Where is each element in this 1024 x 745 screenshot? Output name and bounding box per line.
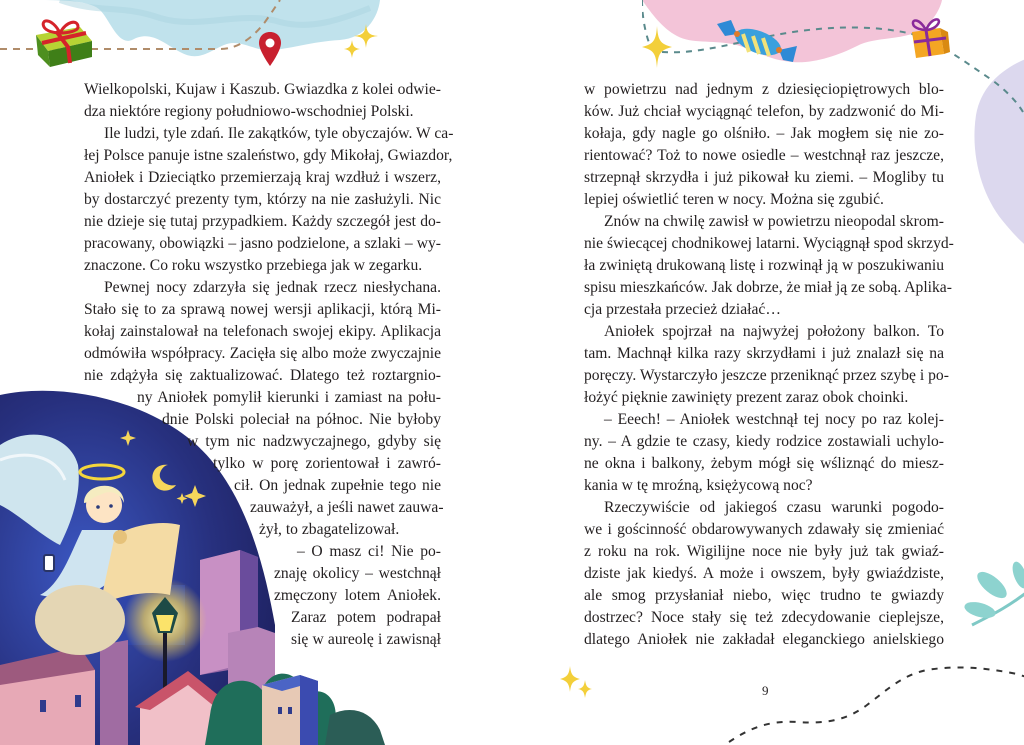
text-line: znaczone. Co roku wszystko przebiega jak w zegarku. [84,257,423,274]
text-line: znaję okolicy – westchnął [274,565,441,582]
text-line: w powietrzu nad jednym z dziesięciopiętrowych blo- [584,81,944,98]
text-line: we i gościnność obdarowywanych zdawały się zmieniać [584,521,944,538]
text-line: strzepnął skrzydła i już pikował ku ziemi. – Mogliby tu [584,169,944,186]
text-line: poręczy. Wystarczyło jeszcze przeniknąć przez szybę i po- [584,367,949,384]
text-line: cja przestała przecież działać… [584,301,781,318]
sparkle-icon [560,666,594,702]
map-pin-icon [258,32,282,66]
text-line: by dostarczyć prezenty tym, którzy na nie zasłużyli. Nic [84,191,441,208]
text-line: lepiej oświetlić teren w nocy. Można się zgubić. [584,191,884,208]
dashed-path [727,660,1024,745]
sparkle-icon [344,24,378,62]
text-line: tam. Machnął kilka razy skrzydłami i już znalazł się na [584,345,944,362]
text-line: Znów na chwilę zawisł w powietrzu nieopodal skrom- [604,213,944,230]
text-line: odmówiła współpracy. Zacięła się albo może zwyczajnie [84,345,441,362]
text-line: – Eeech! – Aniołek westchnął tej nocy po raz kolej- [604,411,944,428]
text-line: łożyć pięknie zawinięty prezent zaraz obok choinki. [584,389,909,406]
text-line: ków. Już chciał wyciągnąć telefon, by zadzwonić do Mi- [584,103,944,120]
text-line: tylko w porę zorientował i zawró- [213,455,441,472]
right-page [512,0,1024,745]
text-line: Rzeczywiście od jakiegoś czasu warunki pogodo- [604,499,944,516]
text-line: spisu mieszkańców. Jak dobrze, że miał ją ze sobą. Aplika- [584,279,952,296]
orange-gift-icon [904,14,950,60]
text-line: nie świecącej chodnikowej latarni. Wyciągnął spod skrzyd- [584,235,954,252]
text-line: dziste jak kiedyś. A może i owszem, były gwiaździste, [584,565,944,582]
text-line: Aniołek i Dzieciątko przemierzają kraj wzdłuż i wszerz, [84,169,441,186]
candy-icon [717,16,799,64]
text-line: Aniołek spojrzał na najwyżej położony balkon. To [604,323,944,340]
text-line: żył, to zbagatelizował. [259,521,400,538]
text-line: rientować? Toż to nowe osiedle – westchnął raz jeszcze, [584,147,944,164]
page-number: 9 [762,683,769,698]
text-line: z roku na rok. Wigilijne noce nie były już tak gwiaź- [584,543,944,560]
right-page-text [584,79,954,651]
text-line: zmęczony lotem Aniołek. [274,587,441,604]
leaf-branch-icon [962,555,1024,645]
text-line: ny Aniołek pomylił kierunki i zamiast na połu- [137,389,441,406]
text-line: ła zwiniętą drukowaną listę i rozwinął ją w poszukiwaniu [584,257,944,274]
text-line: kania w tę mroźną, księżycową noc? [584,477,813,494]
text-line: dza niektóre regiony południowo-wschodniej Polski. [84,103,414,120]
text-line: łej Polsce panuje istne szaleństwo, gdy Mikołaj, Gwiazdor, [84,147,453,164]
text-line: ne okna i balkony, żebym mógł się wśliznąć do miesz- [584,455,944,472]
text-line: pracowany, obowiązki – jasno podzielone, a szlaki – wy- [84,235,441,252]
text-line: Wielkopolski, Kujaw i Kaszub. Gwiazdka z kolei odwie- [84,81,441,98]
text-line: Zaraz potem podrapał [291,609,441,626]
text-line: nie zdążyła się zaktualizować. Dlatego też roztargnio- [84,367,441,384]
text-line: kołaja, gdy nagle go olśniło. – Jak mogłem się nie zo- [584,125,944,142]
text-line: Stało się to za sprawą nowej wersji aplikacji, którą Mi- [84,301,441,318]
text-line: ny. – A gdzie te czasy, kiedy rodzice zostawiali uchylo- [584,433,944,450]
text-line: dostrzec? Noce stały się też zdecydowanie cieplejsze, [584,609,944,626]
text-line: kołaj zainstalował na telefonach swojej ekipy. Aplikacja [84,323,441,340]
left-page-text [84,79,454,651]
text-line: Ile ludzi, tyle zdań. Ile zakątków, tyle obyczajów. W ca- [104,125,454,142]
text-line: ale smog przysłaniał niebo, więc trudno te gwiazdy [584,587,944,604]
text-line: – O masz ci! Nie po- [297,543,441,560]
green-gift-icon [32,13,94,67]
text-line: w tym nic nadzwyczajnego, gdyby się [187,433,441,450]
text-line: zauważył, a jeśli nawet zauwa- [250,499,444,516]
text-line: dnie Polski poleciał na północ. Nie byłoby [162,411,441,428]
text-line: nie dzieje się tutaj przypadkiem. Każdy szczegół jest do- [84,213,441,230]
text-line: dlatego Aniołek nie zakładał eleganckiego anielskiego [584,631,944,648]
sparkle-icon [642,26,672,68]
text-line: się w aureolę i zawisnął [291,631,441,648]
text-line: Pewnej nocy zdarzyła się jednak rzecz niesłychana. [104,279,441,296]
text-line: cił. On jednak zupełnie tego nie [234,477,441,494]
